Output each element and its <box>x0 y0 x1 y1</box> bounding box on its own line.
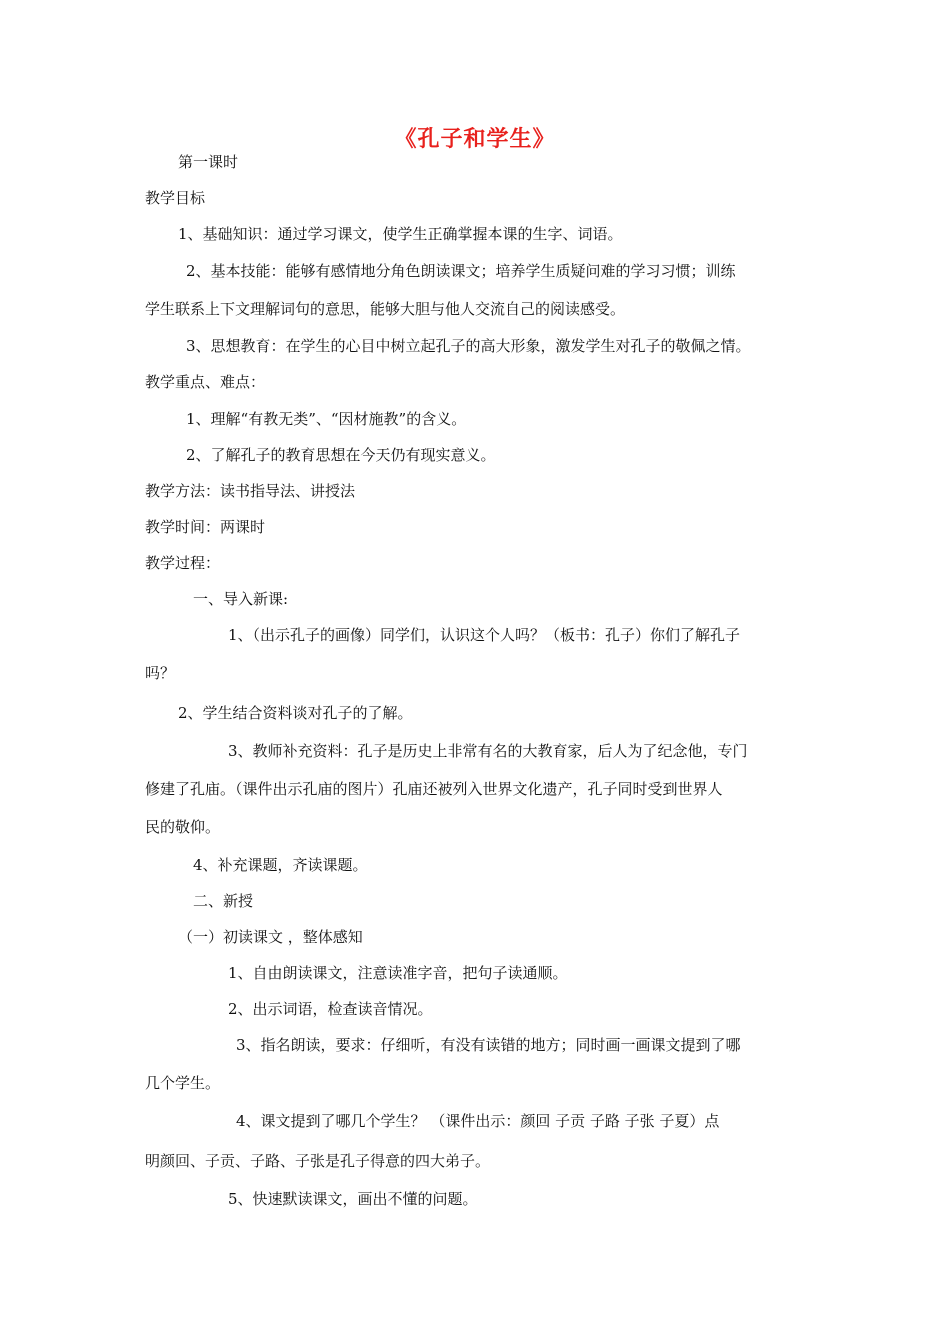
text-line: 2、出示词语，检查读音情况。 <box>228 1000 433 1018</box>
document-title: 《孔子和学生》 <box>394 126 556 152</box>
text-line: 3、指名朗读，要求：仔细听，有没有读错的地方；同时画一画课文提到了哪 <box>236 1036 741 1054</box>
text-line: 1、基础知识：通过学习课文，使学生正确掌握本课的生字、词语。 <box>178 225 623 243</box>
text-line: 第一课时 <box>178 153 239 171</box>
text-line: 一、导入新课: <box>193 590 289 608</box>
section-heading: 教学重点、难点： <box>145 373 266 391</box>
text-line: （一）初读课文 ，整体感知 <box>178 928 363 946</box>
text-line: 2、基本技能：能够有感情地分角色朗读课文；培养学生质疑问难的学习习惯；训练 <box>186 262 736 280</box>
text-line: 1、自由朗读课文，注意读准字音，把句子读通顺。 <box>228 964 568 982</box>
text-line: 民的敬仰。 <box>145 818 221 836</box>
section-heading: 教学时间：两课时 <box>145 518 266 536</box>
section-heading: 教学过程： <box>145 554 221 572</box>
text-line: 5、快速默读课文，画出不懂的问题。 <box>228 1190 478 1208</box>
section-heading: 教学目标 <box>145 189 206 207</box>
text-line: 2、了解孔子的教育思想在今天仍有现实意义。 <box>186 446 496 464</box>
text-line: 4、课文提到了哪几个学生？ （课件出示：颜回 子贡 子路 子张 子夏）点 <box>236 1112 720 1130</box>
text-line: 学生联系上下文理解词句的意思，能够大胆与他人交流自己的阅读感受。 <box>145 300 626 318</box>
text-line: 1、理解“有教无类”、“因材施教”的含义。 <box>186 410 467 428</box>
text-line: 明颜回、子贡、子路、子张是孔子得意的四大弟子。 <box>145 1152 491 1170</box>
text-line: 吗？ <box>145 664 176 682</box>
text-line: 几个学生。 <box>145 1074 221 1092</box>
section-heading: 教学方法：读书指导法、讲授法 <box>145 482 356 500</box>
text-line: 2、学生结合资料谈对孔子的了解。 <box>178 704 413 722</box>
text-line: 1、（出示孔子的画像）同学们，认识这个人吗？（板书：孔子）你们了解孔子 <box>228 626 741 644</box>
text-line: 4、补充课题，齐读课题。 <box>193 856 368 874</box>
text-line: 3、思想教育：在学生的心目中树立起孔子的高大形象，激发学生对孔子的敬佩之情。 <box>186 337 751 355</box>
text-line: 3、教师补充资料：孔子是历史上非常有名的大教育家，后人为了纪念他，专门 <box>228 742 748 760</box>
text-line: 二、新授 <box>193 892 254 910</box>
text-line: 修建了孔庙。（课件出示孔庙的图片）孔庙还被列入世界文化遗产，孔子同时受到世界人 <box>145 780 723 798</box>
